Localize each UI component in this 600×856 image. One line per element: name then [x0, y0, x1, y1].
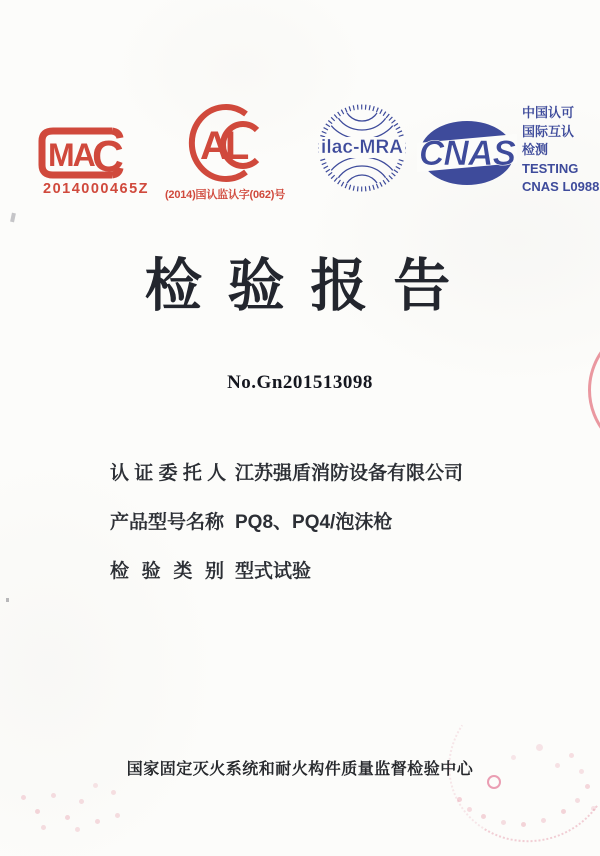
cnas-caption-line: 检测: [522, 142, 549, 158]
cal-mark-icon: [183, 103, 265, 185]
cnas-wordmark: CNAS: [419, 134, 515, 173]
field-label: 认 证 委 托 人: [110, 463, 227, 484]
cnas-mark-icon: [417, 118, 517, 188]
stamp-speckles-bottom-left: [18, 788, 21, 791]
cnas-caption-line: CNAS L0988: [522, 179, 600, 195]
cnas-caption-line: 中国认可: [522, 105, 575, 120]
cal-caption: (2014)国认监认字(062)号: [164, 189, 286, 201]
cma-letters: MA: [48, 137, 94, 173]
field-label: 检 验 类 别: [110, 561, 224, 582]
cnas-caption-line: TESTING: [522, 160, 579, 176]
cma-c-letter: C: [92, 132, 124, 181]
field-label: 产品型号名称: [110, 512, 225, 533]
cnas-caption: [522, 104, 600, 197]
issuing-center-name: 国家固定灭火系统和耐火构件质量监督检验中心: [126, 761, 474, 778]
field-value: 型式试验: [235, 561, 312, 582]
stamp-speckles-bottom-right: [452, 752, 455, 755]
field-row-test-category: [110, 556, 463, 583]
field-value: PQ8、PQ4/泡沫枪: [235, 512, 393, 533]
ilac-mra-label: ilac-MRA: [321, 137, 403, 158]
field-list: [110, 458, 463, 605]
ilac-mra-icon: [317, 103, 407, 193]
field-row-applicant: [110, 458, 463, 485]
scan-speck: [10, 213, 16, 223]
cma-mark-icon: [36, 124, 136, 182]
field-row-product-model: [110, 507, 463, 534]
stamp-bleed-blob: [487, 775, 501, 789]
report-title: 检 验 报 告: [144, 254, 456, 318]
stamp-bleed-arc-bottom: [434, 673, 600, 856]
cal-letters: AL: [200, 124, 246, 168]
stamp-bleed-arc-right: [588, 322, 600, 458]
scan-speck: [6, 598, 9, 602]
field-value: 江苏强盾消防设备有限公司: [235, 463, 464, 484]
cnas-caption-line: 国际互认: [522, 123, 575, 139]
report-number: No.Gn201513098: [227, 372, 373, 393]
cma-serial-number: 2014000465Z: [43, 181, 149, 197]
